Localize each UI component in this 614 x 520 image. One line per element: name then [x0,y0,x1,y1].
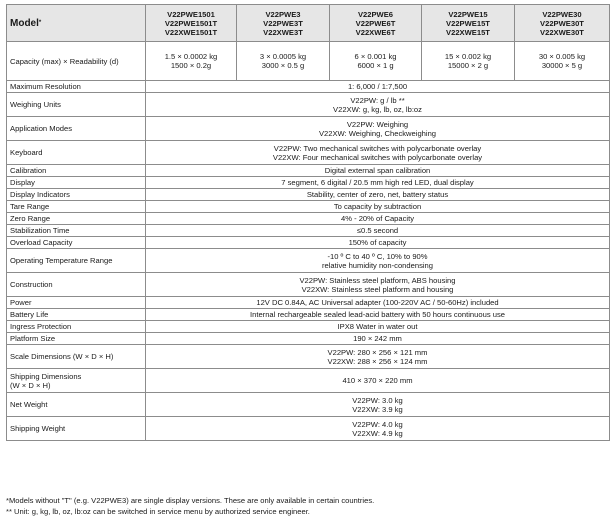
capacity-value: 3000 × 0.5 g [261,61,305,70]
capacity-value: 15 × 0.002 kg [444,52,492,61]
spec-value-line: V22PW: 3.0 kg [352,395,403,405]
capacity-value: 6000 × 1 g [357,61,394,70]
spec-label: Display [7,177,146,189]
model-col-5 [515,5,610,42]
spec-row [7,201,610,213]
spec-value-line: 190 × 242 mm [353,334,402,343]
spec-row [7,273,610,297]
spec-value [146,225,610,237]
model-col-2 [237,5,330,42]
model-name: V22PWE30 [542,9,582,19]
capacity-value: 1500 × 0.2g [170,61,212,70]
spec-value-line: 7 segment, 6 digital / 20.5 mm high red LED, dual display [281,178,474,187]
capacity-value: 3 × 0.0005 kg [259,52,307,61]
spec-label: Overload Capacity [7,237,146,249]
model-name: V22XWE1501T [164,27,218,37]
model-name: V22PWE3 [265,9,301,19]
spec-row [7,141,610,165]
spec-row [7,333,610,345]
spec-row [7,177,610,189]
spec-value [146,417,610,441]
spec-value [146,393,610,417]
capacity-row [7,42,610,81]
spec-row [7,297,610,309]
spec-label [7,369,146,393]
capacity-value: 30000 × 5 g [541,61,583,70]
capacity-cell [422,42,515,81]
spec-value [146,201,610,213]
spec-label: Battery Life [7,309,146,321]
spec-value-line: 410 × 370 × 220 mm [342,376,413,385]
spec-value-line: 4% - 20% of Capacity [340,214,415,223]
spec-value-line: V22XW: Stainless steel platform and housing [301,284,454,294]
spec-value-line: ≤0.5 second [356,226,399,235]
spec-table [6,4,610,441]
spec-label: Ingress Protection [7,321,146,333]
spec-row [7,237,610,249]
spec-value-line: V22PW: Two mechanical switches with polycarbonate overlay [273,143,482,153]
spec-row [7,249,610,273]
capacity-value: 6 × 0.001 kg [354,52,397,61]
spec-row [7,213,610,225]
capacity-cell [515,42,610,81]
spec-value-line: Digital external span calibration [324,166,431,175]
spec-label: Scale Dimensions (W × D × H) [7,345,146,369]
spec-row [7,81,610,93]
spec-value-line: Stability, center of zero, net, battery status [306,190,449,199]
model-col-3 [330,5,422,42]
spec-value-line: V22XW: 3.9 kg [352,404,403,414]
spec-value [146,141,610,165]
spec-value [146,117,610,141]
model-name: V22XWE30T [540,27,584,37]
spec-label: Display Indicators [7,189,146,201]
capacity-cell [330,42,422,81]
spec-value [146,321,610,333]
spec-value [146,297,610,309]
spec-value-line: V22PW: g / lb ** [350,95,405,105]
spec-label: Application Modes [7,117,146,141]
spec-value-line: V22XW: 288 × 256 × 124 mm [327,356,428,366]
spec-value [146,273,610,297]
spec-value [146,369,610,393]
spec-label: Construction [7,273,146,297]
capacity-value: 15000 × 2 g [447,61,489,70]
spec-value-line: IPX8 Water in water out [337,322,418,331]
spec-value-line: V22XW: g, kg, lb, oz, lb:oz [333,104,422,114]
spec-row [7,393,610,417]
model-name: V22PWE15T [446,18,490,28]
spec-value [146,177,610,189]
capacity-value: 1.5 × 0.0002 kg [164,52,218,61]
spec-row [7,93,610,117]
model-footnote-mark: * [38,19,42,26]
model-name: V22PWE6T [355,18,396,28]
spec-value [146,249,610,273]
capacity-cell [237,42,330,81]
footnotes [6,495,609,517]
spec-label: Tare Range [7,201,146,213]
spec-value [146,237,610,249]
spec-value-line: V22PW: Stainless steel platform, ABS housing [299,275,456,285]
spec-row [7,321,610,333]
footnote-units: ** Unit: g, kg, lb, oz, lb:oz can be switched in service menu by authorized service engineer. [6,507,310,516]
spec-row [7,309,610,321]
model-name: V22PWE15 [448,9,488,19]
capacity-label: Capacity (max) × Readability (d) [7,42,146,81]
footnote-single-display: *Models without "T" (e.g. V22PWE3) are single display versions. These are only available in certain countries. [6,496,375,505]
model-name: V22XWE6T [355,27,396,37]
model-name: V22XWE3T [263,27,303,37]
spec-value-line: V22PW: 4.0 kg [352,419,403,429]
spec-label: Operating Temperature Range [7,249,146,273]
spec-value-line: V22XW: 4.9 kg [352,428,403,438]
spec-row [7,417,610,441]
spec-value [146,309,610,321]
spec-label-line: (W × D × H) [10,380,51,390]
spec-row [7,165,610,177]
spec-label: Power [7,297,146,309]
spec-value [146,93,610,117]
spec-value-line: 1: 6,000 / 1:7,500 [347,82,408,91]
spec-value-line: 12V DC 0.84A, AC Universal adapter (100-220V AC / 50-60Hz) included [256,298,499,307]
model-label: Model [10,17,39,29]
spec-value [146,333,610,345]
spec-value [146,189,610,201]
spec-row [7,369,610,393]
model-name: V22PWE1501T [164,18,218,28]
spec-row [7,117,610,141]
spec-value-line: To capacity by subtraction [333,202,422,211]
spec-row [7,345,610,369]
spec-value-line: relative humidity non-condensing [321,260,434,270]
spec-value [146,165,610,177]
spec-label: Calibration [7,165,146,177]
spec-value-line: Internal rechargeable sealed lead-acid battery with 50 hours continuous use [250,310,505,319]
spec-label: Keyboard [7,141,146,165]
spec-value-line: V22XW: Weighing, Checkweighing [318,128,437,138]
spec-label: Platform Size [7,333,146,345]
spec-label-line: Shipping Dimensions [10,371,82,381]
spec-label: Zero Range [7,213,146,225]
spec-value-line: 150% of capacity [348,238,407,247]
spec-row [7,225,610,237]
model-name: V22PWE3T [263,18,303,28]
spec-value-line: V22XW: Four mechanical switches with polycarbonate overlay [272,152,483,162]
spec-value-line: V22PW: 280 × 256 × 121 mm [327,347,428,357]
capacity-value: 30 × 0.005 kg [538,52,586,61]
spec-row [7,189,610,201]
spec-value [146,81,610,93]
model-col-4 [422,5,515,42]
spec-value [146,213,610,225]
spec-label: Shipping Weight [7,417,146,441]
model-col-1 [146,5,237,42]
model-name: V22PWE1501 [167,9,215,19]
capacity-cell [146,42,237,81]
spec-label: Net Weight [7,393,146,417]
spec-value [146,345,610,369]
spec-label: Stabilization Time [7,225,146,237]
model-name: V22XWE15T [446,27,490,37]
spec-table-body [7,5,610,441]
model-header-label [7,5,146,42]
model-name: V22PWE30T [540,18,584,28]
spec-value-line: V22PW: Weighing [346,119,409,129]
spec-label: Maximum Resolution [7,81,146,93]
model-header-row [7,5,610,42]
spec-label: Weighing Units [7,93,146,117]
model-name: V22PWE6 [357,9,394,19]
spec-value-line: -10 º C to 40 º C, 10% to 90% [327,251,428,261]
